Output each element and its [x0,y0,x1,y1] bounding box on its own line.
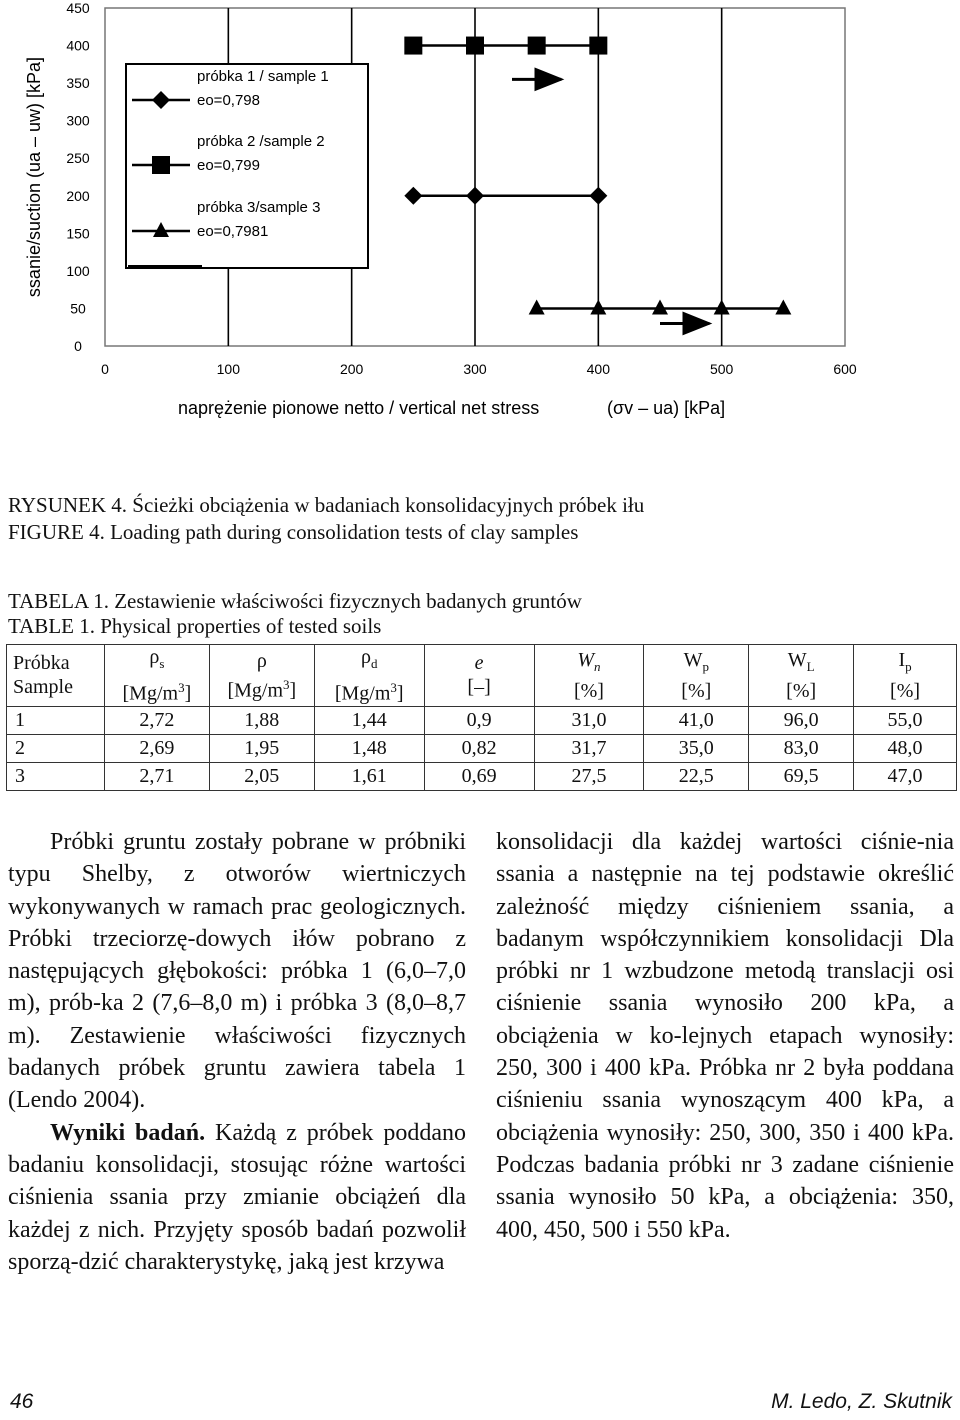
body-right-column [496,826,954,1246]
table-cell: 3 [7,762,105,790]
table-cell: 0,9 [424,706,534,734]
table-cell: 48,0 [854,734,957,762]
legend-marker [152,156,170,174]
y-tick-label: 350 [66,75,90,92]
table-cell: 69,5 [749,762,854,790]
header-sample: Próbka Sample [7,645,105,707]
table-row [7,734,957,762]
y-tick-label: 450 [66,0,90,16]
table-cell: 2 [7,734,105,762]
table-header-row [7,645,957,707]
data-point [528,37,546,55]
legend [126,64,368,269]
header-wl: $W_L$ [%] [749,645,854,707]
y-tick-label: 50 [70,300,86,317]
table-cell: 1,44 [314,706,424,734]
legend-label: próbka 1 / sample 1 [197,68,329,85]
y-tick-label: 250 [66,150,90,167]
legend-label: próbka 2 /sample 2 [197,133,325,150]
table-cell: 1,88 [209,706,314,734]
table-cell: 1,48 [314,734,424,762]
header-wn: $W_n$ [%] [534,645,644,707]
x-axis-unit: (σv – ua) [kPa] [607,398,726,418]
data-point [529,299,545,314]
paragraph: Próbki gruntu zostały pobrane w próbniki typu Shelby, z otworów wiertniczych wykonywanych w ramach prac geologicznych. Próbki trzeciorzę-dowych iłów pobrano z następujących głębokości: próbka 1 (6,0–7,0 m), prób-ka 2 (7,6–8,0 m) i próbka 3 (8,0–8,7 m). Zestawienie właściwości fizycznych badanych próbek gruntu zawiera tabela 1 (Lendo 2004). [8,829,466,1114]
paragraph: Wyniki badań. Każdą z próbek poddano badaniu konsolidacji, stosując różne wartości ciśnienia ssania przy zmianie obciążeń dla każdej z nich. Przyjęty sposób badań pozwolił sporzą-dzić charakterystykę, jaką jest krzywa [8,1119,466,1275]
table-cell: 0,82 [424,734,534,762]
table-row [7,706,957,734]
x-tick-label: 300 [463,361,487,377]
figure-caption-pl: RYSUNEK 4. Ścieżki obciążenia w badaniach konsolidacyjnych próbek iłu [8,493,645,517]
table-cell: 83,0 [749,734,854,762]
table-cell: 2,69 [104,734,209,762]
x-tick-label: 600 [833,361,857,377]
header-wp: $W_p$ [%] [644,645,749,707]
header-rho-s: $\rho_s$ $[Mg/m^3]$ [104,645,209,707]
loading-path-chart [0,0,960,430]
y-tick-label: 200 [66,187,90,204]
physical-properties-table [6,644,957,791]
table-cell: 27,5 [534,762,644,790]
table-cell: 41,0 [644,706,749,734]
data-point [652,299,668,314]
table-cell: 35,0 [644,734,749,762]
table-cell: 1,61 [314,762,424,790]
table-cell: 96,0 [749,706,854,734]
legend-sublabel: eo=0,798 [197,92,260,109]
legend-shadow [128,265,202,269]
authors: M. Ledo, Z. Skutnik [771,1390,952,1413]
y-tick-label: 100 [66,262,90,279]
table-cell: 31,7 [534,734,644,762]
header-rho: ρ $[Mg/m^3]$ [209,645,314,707]
y-tick-label: 0 [74,338,82,354]
data-point [589,187,607,205]
table-cell: 31,0 [534,706,644,734]
x-tick-label: 0 [101,361,109,377]
series-3 [529,299,792,314]
legend-label: próbka 3/sample 3 [197,199,321,216]
data-point [590,299,606,314]
series-2 [404,37,607,55]
data-point [589,37,607,55]
y-tick-label: 150 [66,225,90,242]
x-tick-label: 400 [586,361,611,377]
table-caption-en: TABLE 1. Physical properties of tested soils [8,614,382,638]
data-point [466,187,484,205]
data-point [775,299,791,314]
page-number: 46 [10,1390,34,1413]
legend-sublabel: eo=0,799 [197,157,260,174]
table-cell: 2,72 [104,706,209,734]
y-tick-label: 400 [66,37,90,54]
table-cell: 2,05 [209,762,314,790]
series-1 [404,187,607,205]
data-point [404,37,422,55]
x-tick-label: 100 [216,361,241,377]
table-cell: 22,5 [644,762,749,790]
data-point [714,299,730,314]
body-left-column [8,826,466,1278]
table-cell: 55,0 [854,706,957,734]
table-caption-pl: TABELA 1. Zestawienie właściwości fizycznych badanych gruntów [8,589,582,613]
y-axis-label: ssanie/suction (ua – uw) [kPa] [24,56,44,298]
table-cell: 0,69 [424,762,534,790]
table-cell: 47,0 [854,762,957,790]
x-axis-label: naprężenie pionowe netto / vertical net stress [178,398,540,418]
table-cell: 2,71 [104,762,209,790]
data-point [404,187,422,205]
table-cell: 1 [7,706,105,734]
figure-caption-en: FIGURE 4. Loading path during consolidation tests of clay samples [8,520,579,544]
header-ip: $I_p$ [%] [854,645,957,707]
legend-sublabel: eo=0,7981 [197,223,269,240]
results-heading: Wyniki badań. [50,1119,206,1146]
x-tick-label: 200 [339,361,364,377]
data-point [466,37,484,55]
header-e: e [–] [424,645,534,707]
table-cell: 1,95 [209,734,314,762]
header-rho-d: $\rho_d$ $[Mg/m^3]$ [314,645,424,707]
table-row [7,762,957,790]
y-tick-label: 300 [66,112,90,129]
x-tick-label: 500 [709,361,734,377]
paragraph: konsolidacji dla każdej wartości ciśnie-nia ssania a następnie na tej podstawie określić zależność między ciśnieniem ssania, a badanym współczynnikiem konsolidacji Dla próbki nr 1 wzbudzone metodą translacji osi ciśnienie ssania wynosiło 200 kPa, a obciążenia w ko-lejnych etapach wynosiły: 250, 300 i 400 kPa. Próbka nr 2 była poddana ciśnieniu ssania wynoszącym 400 kPa, a obciążenia wynosiły: 250, 300, 350 i 400 kPa. Podczas badania próbki nr 3 zadane ciśnienie ssania wynosiło 50 kPa, a obciążenia: 350, 400, 450, 500 i 550 kPa. [496,829,954,1243]
